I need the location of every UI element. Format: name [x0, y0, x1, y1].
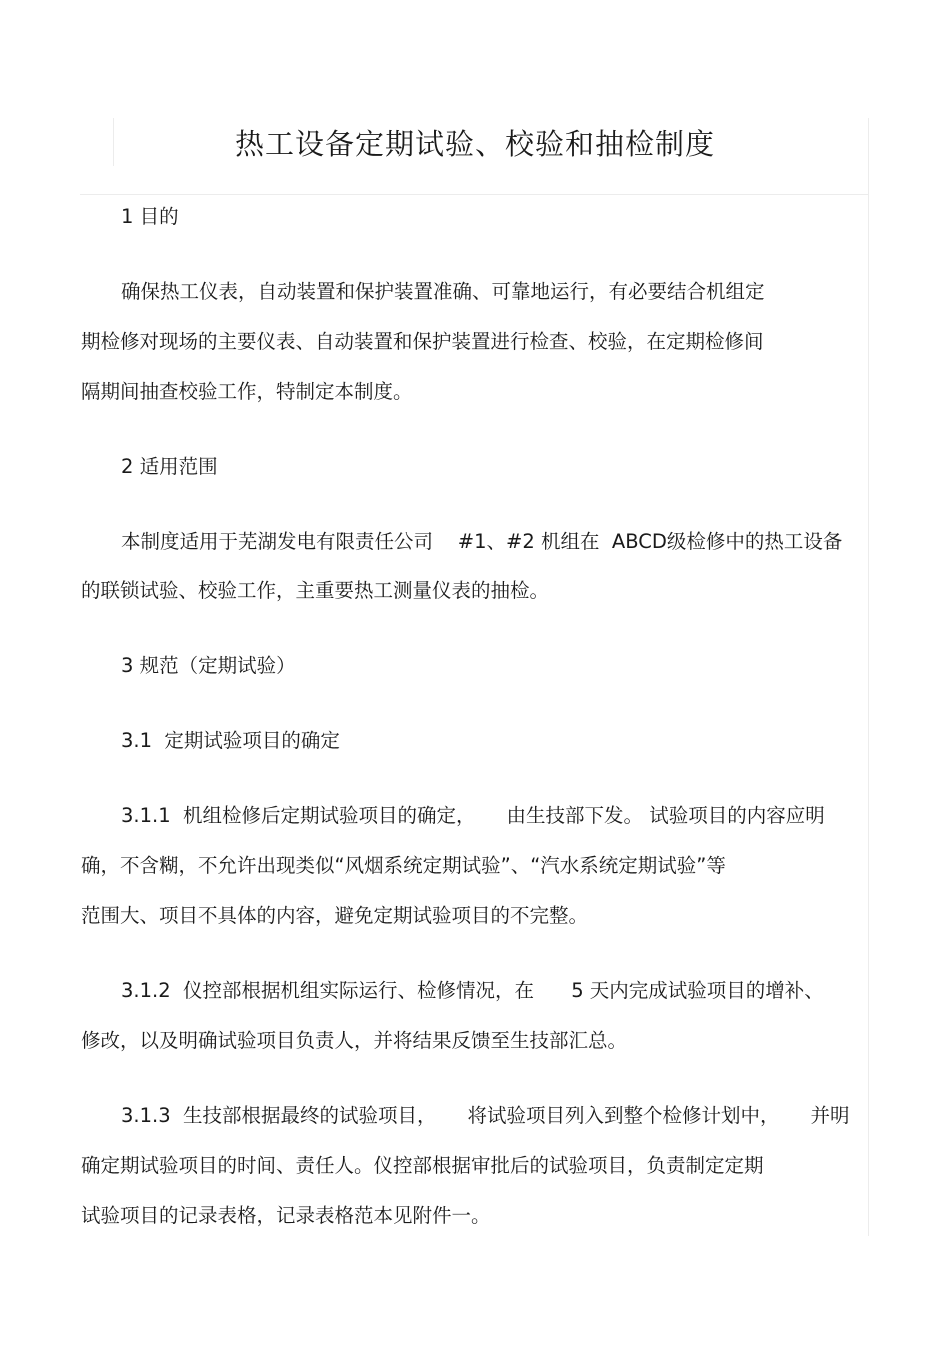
- heading-3-1: 3.1 定期试验项目的确定: [121, 729, 340, 752]
- paragraph-line: 隔期间抽查校验工作，特制定本制度。: [81, 380, 413, 403]
- heading-scope: 2 适用范围: [121, 455, 218, 478]
- frame-line-right: [868, 118, 869, 1236]
- document-title: 热工设备定期试验、校验和抽检制度: [234, 127, 715, 161]
- paragraph-line: 3.1.3 生技部根据最终的试验项目， 将试验项目列入到整个检修计划中， 并明: [121, 1104, 850, 1127]
- paragraph-line: 试验项目的记录表格，记录表格范本见附件一。: [81, 1204, 491, 1227]
- paragraph-line: 确保热工仪表，自动装置和保护装置准确、可靠地运行，有必要结合机组定: [121, 280, 765, 303]
- paragraph-line: 期检修对现场的主要仪表、自动装置和保护装置进行检查、校验，在定期检修间: [81, 330, 764, 353]
- heading-purpose: 1 目的: [121, 205, 179, 228]
- paragraph-line: 范围大、项目不具体的内容，避免定期试验项目的不完整。: [81, 904, 589, 927]
- paragraph-line: 3.1.2 仪控部根据机组实际运行、检修情况，在 5 天内完成试验项目的增补、: [121, 979, 824, 1002]
- heading-specification: 3 规范（定期试验）: [121, 654, 296, 677]
- title-divider: [80, 194, 869, 195]
- paragraph-line: 确，不含糊，不允许出现类似“风烟系统定期试验”、“汽水系统定期试验”等: [81, 854, 726, 877]
- paragraph-line: 修改，以及明确试验项目负责人，并将结果反馈至生技部汇总。: [81, 1029, 628, 1052]
- paragraph-line: 确定期试验项目的时间、责任人。仪控部根据审批后的试验项目，负责制定定期: [81, 1154, 764, 1177]
- paragraph-line: 本制度适用于芜湖发电有限责任公司 #1、#2 机组在 ABCD级检修中的热工设备: [121, 530, 843, 553]
- paragraph-line: 3.1.1 机组检修后定期试验项目的确定， 由生技部下发。 试验项目的内容应明: [121, 804, 825, 827]
- paragraph-line: 的联锁试验、校验工作，主重要热工测量仪表的抽检。: [81, 579, 550, 602]
